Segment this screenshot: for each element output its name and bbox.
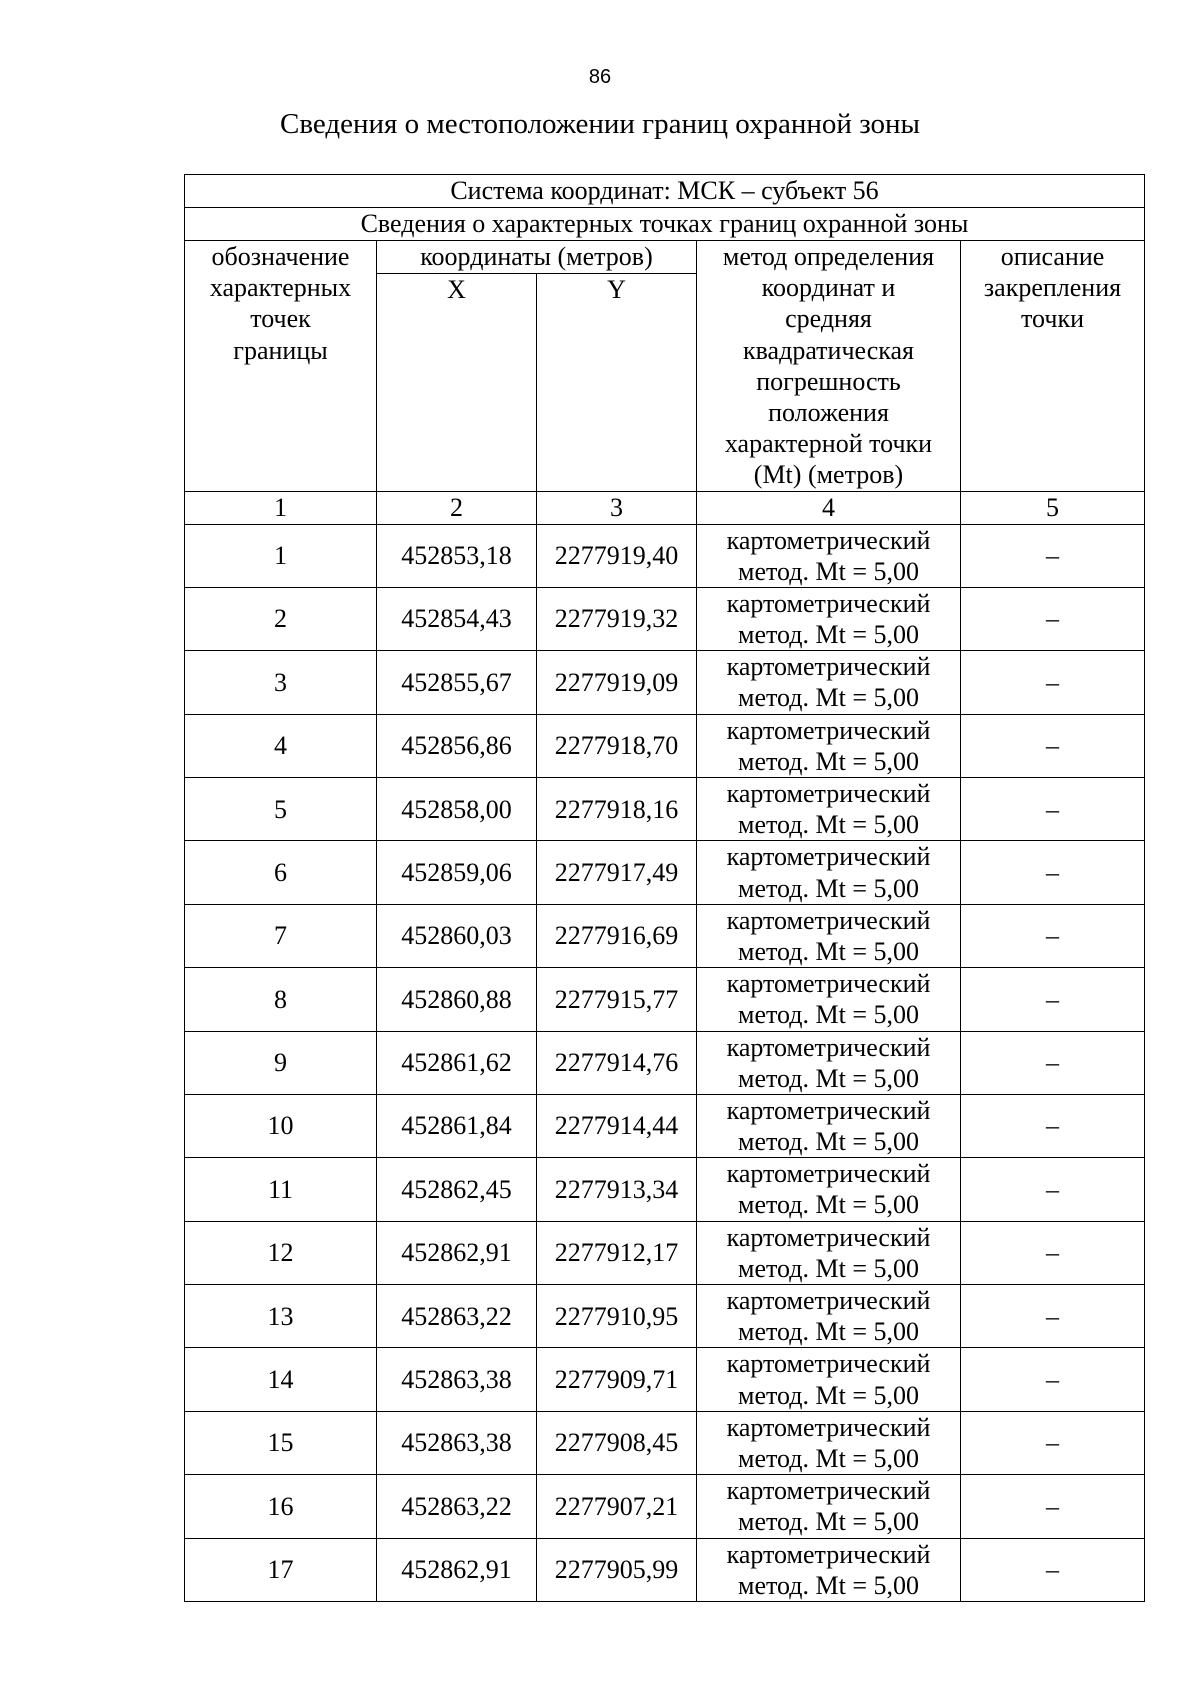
coord-system-row [185, 175, 1145, 208]
description-cell: – [961, 714, 1145, 777]
y-coordinate-cell: 2277909,71 [537, 1348, 697, 1411]
y-coordinate-cell: 2277915,77 [537, 968, 697, 1031]
method-cell [697, 1285, 961, 1348]
description-cell: – [961, 1538, 1145, 1601]
point-number-cell: 3 [185, 651, 377, 714]
method-name: картометрический [726, 525, 931, 555]
method-name: картометрический [726, 779, 931, 808]
method-name: картометрический [726, 652, 931, 682]
section-title-row [185, 208, 1145, 241]
method-accuracy: метод. Mt = 5,00 [738, 1127, 919, 1157]
page-number: 86 [588, 66, 612, 88]
x-coordinate-cell: 452861,84 [377, 1094, 537, 1157]
table-row [185, 1094, 1145, 1157]
method-cell [697, 651, 961, 714]
table-row [185, 778, 1145, 841]
x-coordinate-cell: 452853,18 [377, 524, 537, 587]
y-coordinate-cell: 2277916,69 [537, 904, 697, 967]
method-cell [697, 524, 961, 587]
coord-system-cell: Система координат: МСК – субъект 56 [185, 175, 1145, 208]
description-cell: – [961, 1031, 1145, 1094]
method-cell [697, 1538, 961, 1601]
description-cell: – [961, 1221, 1145, 1284]
method-accuracy: метод. Mt = 5,00 [738, 1063, 919, 1093]
method-cell [697, 1475, 961, 1538]
x-coordinate-cell: 452862,91 [377, 1221, 537, 1284]
x-coordinate-cell: 452863,38 [377, 1411, 537, 1474]
method-name: картометрический [726, 969, 931, 999]
column-number: 5 [961, 491, 1145, 524]
point-number-cell: 9 [185, 1031, 377, 1094]
method-name: картометрический [726, 1412, 931, 1442]
header-designation [185, 241, 377, 492]
table-row [185, 1158, 1145, 1221]
point-number-cell: 7 [185, 904, 377, 967]
header-designation-line: характерных [209, 273, 352, 303]
description-cell: – [961, 904, 1145, 967]
header-y: Y [537, 274, 697, 492]
table-row [185, 841, 1145, 904]
method-cell [697, 778, 961, 841]
header-description-line: описание [1000, 242, 1105, 271]
table-row [185, 651, 1145, 714]
method-name: картометрический [726, 588, 931, 618]
method-name: картометрический [726, 1159, 931, 1189]
x-coordinate-cell: 452863,22 [377, 1285, 537, 1348]
y-coordinate-cell: 2277918,16 [537, 778, 697, 841]
table-row [185, 1411, 1145, 1474]
method-accuracy: метод. Mt = 5,00 [738, 620, 919, 650]
method-accuracy: метод. Mt = 5,00 [738, 746, 919, 776]
header-method-line: характерной точки [724, 429, 933, 459]
point-number-cell: 10 [185, 1094, 377, 1157]
point-number-cell: 2 [185, 587, 377, 650]
header-description-line: точки [1021, 304, 1084, 334]
method-name: картометрический [726, 1222, 931, 1252]
x-coordinate-cell: 452861,62 [377, 1031, 537, 1094]
method-accuracy: метод. Mt = 5,00 [738, 1380, 919, 1410]
x-coordinate-cell: 452860,88 [377, 968, 537, 1031]
method-accuracy: метод. Mt = 5,00 [738, 1317, 919, 1347]
point-number-cell: 16 [185, 1475, 377, 1538]
table-row [185, 1031, 1145, 1094]
method-accuracy: метод. Mt = 5,00 [738, 873, 919, 903]
header-description-line: закрепления [983, 273, 1122, 303]
method-accuracy: метод. Mt = 5,00 [738, 556, 919, 586]
point-number-cell: 15 [185, 1411, 377, 1474]
header-method-line: координат и [761, 273, 896, 303]
x-coordinate-cell: 452863,38 [377, 1348, 537, 1411]
header-method [697, 241, 961, 492]
y-coordinate-cell: 2277918,70 [537, 714, 697, 777]
point-number-cell: 5 [185, 778, 377, 841]
method-accuracy: метод. Mt = 5,00 [738, 1570, 919, 1600]
description-cell: – [961, 651, 1145, 714]
x-coordinate-cell: 452854,43 [377, 587, 537, 650]
method-name: картометрический [726, 1286, 931, 1315]
header-row-top [185, 241, 1145, 274]
x-coordinate-cell: 452862,45 [377, 1158, 537, 1221]
description-cell: – [961, 1475, 1145, 1538]
point-number-cell: 14 [185, 1348, 377, 1411]
header-designation-line: обозначение [211, 242, 350, 271]
table-row [185, 1538, 1145, 1601]
column-number: 2 [377, 491, 537, 524]
x-coordinate-cell: 452855,67 [377, 651, 537, 714]
method-cell [697, 904, 961, 967]
x-coordinate-cell: 452863,22 [377, 1475, 537, 1538]
description-cell: – [961, 968, 1145, 1031]
method-accuracy: метод. Mt = 5,00 [738, 810, 919, 840]
method-name: картометрический [726, 842, 931, 872]
method-cell [697, 1348, 961, 1411]
coordinates-table [184, 174, 1145, 1602]
column-number: 3 [537, 491, 697, 524]
method-cell [697, 1031, 961, 1094]
method-accuracy: метод. Mt = 5,00 [738, 1253, 919, 1283]
table-row [185, 587, 1145, 650]
header-coordinates: координаты (метров) [377, 241, 697, 274]
method-name: картометрический [726, 715, 931, 745]
description-cell: – [961, 524, 1145, 587]
description-cell: – [961, 1158, 1145, 1221]
method-accuracy: метод. Mt = 5,00 [738, 683, 919, 713]
y-coordinate-cell: 2277919,40 [537, 524, 697, 587]
header-method-line: квадратическая [742, 335, 915, 365]
y-coordinate-cell: 2277905,99 [537, 1538, 697, 1601]
x-coordinate-cell: 452860,03 [377, 904, 537, 967]
y-coordinate-cell: 2277910,95 [537, 1285, 697, 1348]
description-cell: – [961, 1348, 1145, 1411]
method-accuracy: метод. Mt = 5,00 [738, 1190, 919, 1220]
method-name: картометрический [726, 1476, 931, 1506]
header-method-line: погрешность [756, 366, 901, 396]
method-accuracy: метод. Mt = 5,00 [738, 1443, 919, 1473]
method-cell [697, 1411, 961, 1474]
table-row [185, 524, 1145, 587]
x-coordinate-cell: 452856,86 [377, 714, 537, 777]
header-method-line: метод определения [722, 242, 935, 271]
method-cell [697, 587, 961, 650]
x-coordinate-cell: 452858,00 [377, 778, 537, 841]
y-coordinate-cell: 2277908,45 [537, 1411, 697, 1474]
method-cell [697, 1158, 961, 1221]
description-cell: – [961, 841, 1145, 904]
header-method-line: положения [768, 397, 889, 427]
method-name: картометрический [726, 1032, 931, 1062]
y-coordinate-cell: 2277907,21 [537, 1475, 697, 1538]
y-coordinate-cell: 2277919,09 [537, 651, 697, 714]
column-number: 1 [185, 491, 377, 524]
method-cell [697, 1221, 961, 1284]
method-accuracy: метод. Mt = 5,00 [738, 1000, 919, 1030]
header-designation-line: точек [250, 304, 311, 334]
description-cell: – [961, 1094, 1145, 1157]
point-number-cell: 13 [185, 1285, 377, 1348]
y-coordinate-cell: 2277919,32 [537, 587, 697, 650]
column-number: 4 [697, 491, 961, 524]
table-row [185, 1348, 1145, 1411]
x-coordinate-cell: 452859,06 [377, 841, 537, 904]
y-coordinate-cell: 2277914,76 [537, 1031, 697, 1094]
header-designation-line: границы [233, 335, 328, 365]
point-number-cell: 17 [185, 1538, 377, 1601]
y-coordinate-cell: 2277913,34 [537, 1158, 697, 1221]
table-row [185, 1221, 1145, 1284]
point-number-cell: 1 [185, 524, 377, 587]
method-name: картометрический [726, 905, 931, 935]
description-cell: – [961, 1411, 1145, 1474]
description-cell: – [961, 1285, 1145, 1348]
point-number-cell: 11 [185, 1158, 377, 1221]
method-name: картометрический [726, 1349, 931, 1379]
table-row [185, 1285, 1145, 1348]
header-method-line: (Mt) (метров) [753, 460, 904, 490]
y-coordinate-cell: 2277917,49 [537, 841, 697, 904]
y-coordinate-cell: 2277912,17 [537, 1221, 697, 1284]
point-number-cell: 4 [185, 714, 377, 777]
table-row [185, 714, 1145, 777]
header-method-line: средняя [785, 304, 872, 334]
x-coordinate-cell: 452862,91 [377, 1538, 537, 1601]
method-cell [697, 714, 961, 777]
header-x: X [377, 274, 537, 492]
table-row [185, 968, 1145, 1031]
method-cell [697, 841, 961, 904]
method-cell [697, 968, 961, 1031]
point-number-cell: 12 [185, 1221, 377, 1284]
description-cell: – [961, 778, 1145, 841]
header-description [961, 241, 1145, 492]
method-accuracy: метод. Mt = 5,00 [738, 936, 919, 966]
method-accuracy: метод. Mt = 5,00 [738, 1507, 919, 1537]
column-number-row [185, 491, 1145, 524]
method-cell [697, 1094, 961, 1157]
method-name: картометрический [726, 1539, 931, 1569]
page-title: Сведения о местоположении границ охранной зоны [279, 108, 920, 140]
y-coordinate-cell: 2277914,44 [537, 1094, 697, 1157]
table-row [185, 904, 1145, 967]
point-number-cell: 8 [185, 968, 377, 1031]
description-cell: – [961, 587, 1145, 650]
section-title-cell: Сведения о характерных точках границ охранной зоны [185, 208, 1145, 241]
method-name: картометрический [726, 1095, 931, 1125]
table-row [185, 1475, 1145, 1538]
point-number-cell: 6 [185, 841, 377, 904]
